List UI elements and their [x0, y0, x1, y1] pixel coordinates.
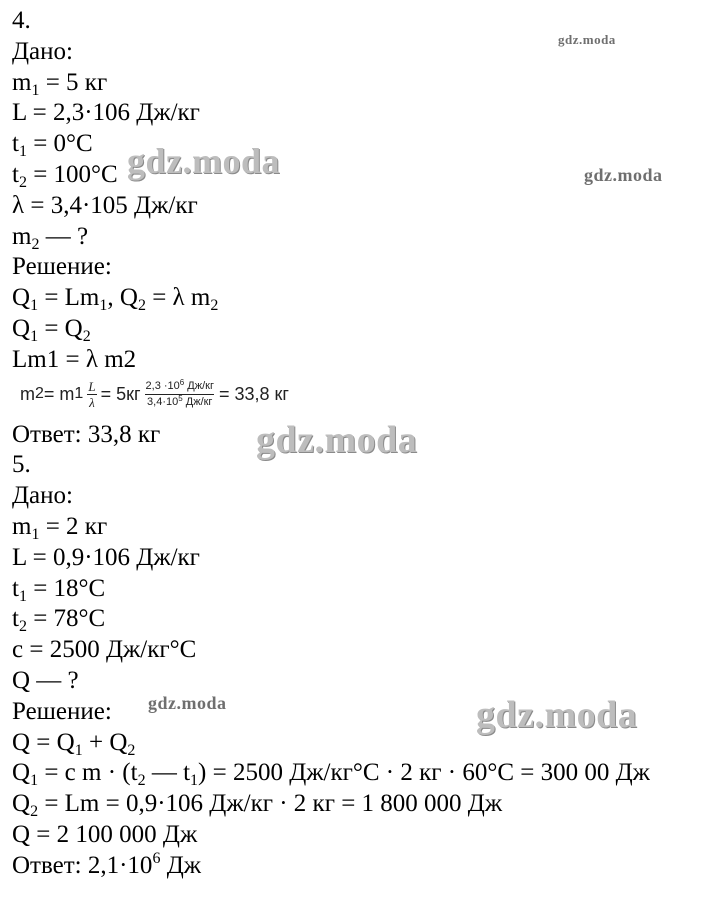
l-over-lambda-fraction: $\frac{L}{\lambda}$	[88, 378, 96, 410]
watermark: gdz.moda	[558, 32, 616, 47]
task-5-answer: Ответ: $2,1\cdot 10^6$ Дж	[12, 849, 202, 879]
task-4-given-label: Дано:	[12, 37, 73, 65]
task-4-equation-1: $Q_1 = Lm_1$, $Q_2 = \lambda$ $m_2$	[12, 284, 219, 315]
value-fraction: $\frac{2,3 \cdot 10^6 Дж/кг}{3,4\cdot 10^5 Дж/кг}$	[145, 377, 214, 408]
watermark: gdz.moda	[148, 693, 227, 713]
task-5-unknown-q: Q — ?	[12, 666, 79, 694]
task-4-given-m1: $m_1 = 5$ кг	[12, 68, 108, 99]
task-5-given-label: Дано:	[12, 482, 73, 510]
task-5-equation-3: $Q_2 = Lm = 0,9\cdot 106$ Дж/кг · 2 кг = 1 800 000 Дж	[12, 790, 503, 821]
task-5-equation-4: Q = 2 100 000 Дж	[12, 820, 198, 848]
task-5-number: 5.	[12, 451, 31, 479]
task-4-given-L: L = 2,3·106 Дж/кг	[12, 99, 200, 127]
task-5-given-c: c = 2500 Дж/кг°C	[12, 636, 197, 664]
task-4-formula: m 2 = m 1 $\frac{L}{\lambda}$ = 5кг $\frac{2,3 \cdot 10^6 Дж/кг}{3,4\cdot 10^5 Дж/кг}$ = 33,8 кг	[20, 377, 289, 410]
task-4-solution-label: Решение:	[12, 253, 112, 281]
watermark: gdz.moda	[127, 141, 281, 181]
task-4-answer: Ответ: 33,8 кг	[12, 420, 161, 448]
task-5-given-L: L = 0,9·106 Дж/кг	[12, 543, 200, 571]
task-4-given-t2: $t_2 = 100^\circ C$	[12, 160, 118, 191]
task-5-given-t1: $t_1 = 18^\circ C$	[12, 574, 106, 605]
task-5-solution-label: Решение:	[12, 697, 112, 725]
task-5-equation-2: $Q_1 = c$ $m \cdot (t_2$ — $t_1) = 2500$ Дж/кг°C · 2 кг · 60°C = 300 00 Дж	[12, 759, 650, 790]
watermark: gdz.moda	[584, 165, 663, 185]
task-4-number: 4.	[12, 7, 31, 34]
task-4-given-t1: $t_1 = 0^\circ C$	[12, 130, 93, 161]
task-5-given-t2: $t_2 = 78^\circ C$	[12, 605, 106, 636]
watermark: gdz.moda	[476, 694, 638, 736]
task-4-given-lambda: λ = 3,4·105 Дж/кг	[12, 191, 198, 219]
task-4-equation-3: Lm1 = λ m2	[12, 345, 137, 373]
task-5-given-m1: $m_1 = 2$ кг	[12, 512, 108, 543]
task-4-equation-2: $Q_1 = Q_2$	[12, 314, 91, 345]
watermark: gdz.moda	[256, 419, 418, 461]
task-4-unknown-m2: $m_2$ — ?	[12, 222, 89, 253]
task-5-equation-1: $Q = Q_1 + Q_2$	[12, 728, 136, 759]
